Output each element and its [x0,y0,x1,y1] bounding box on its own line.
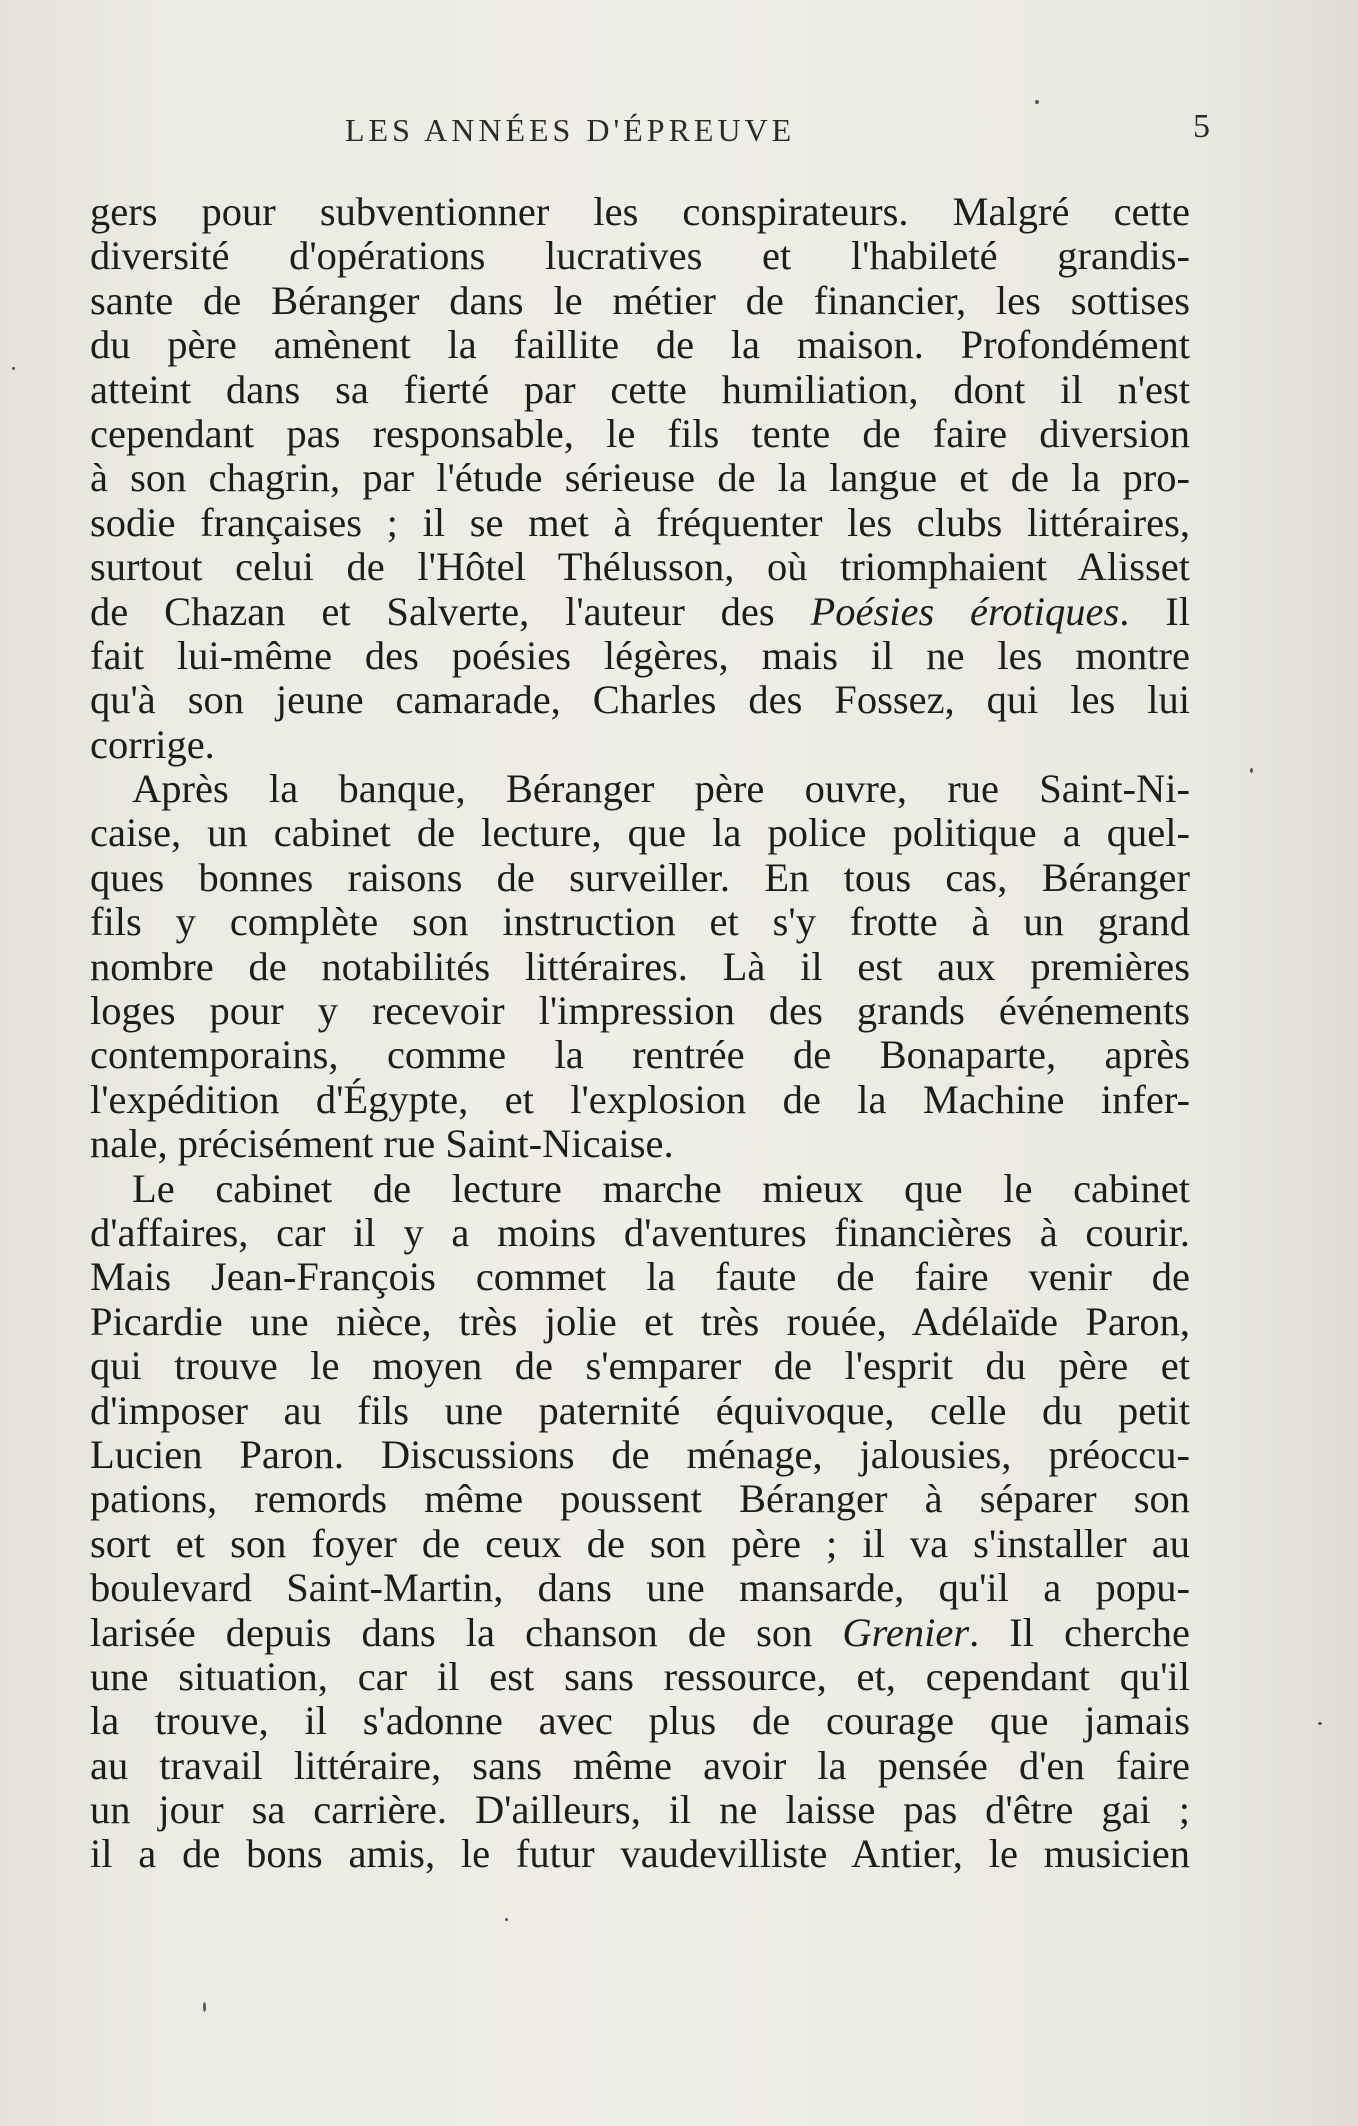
paragraph-1 [90,190,1190,767]
text-line: contemporains, comme la rentrée de Bonaparte, après [90,1032,1190,1078]
text-segment: . Il cherche [969,1609,1190,1655]
text-line: sante de Béranger dans le métier de financier, les sottises [90,277,1190,323]
text-line: il a de bons amis, le futur vaudevilliste Antier, le musicien [90,1831,1190,1877]
text-line: corrige. [90,721,215,767]
italic-title: Grenier [842,1609,970,1655]
text-line: d'imposer au fils une paternité équivoque, celle du petit [90,1387,1190,1433]
text-line: diversité d'opérations lucratives et l'habileté grandis- [90,233,1190,279]
paper-speck [1318,1722,1322,1725]
text-line: sort et son foyer de ceux de son père ; il va s'installer au [90,1520,1190,1566]
text-line: pations, remords même poussent Béranger à séparer son [90,1476,1190,1522]
text-line-mixed [90,1611,1190,1655]
text-line: la trouve, il s'adonne avec plus de courage que jamais [90,1698,1190,1744]
text-line: atteint dans sa fierté par cette humiliation, dont il n'est [90,366,1190,412]
text-line: sodie françaises ; il se met à fréquenter les clubs littéraires, [90,499,1190,545]
text-line: d'affaires, car il y a moins d'aventures financières à courir. [90,1209,1190,1255]
text-line: fils y complète son instruction et s'y frotte à un grand [90,899,1190,945]
text-line: Lucien Paron. Discussions de ménage, jalousies, préoccu- [90,1431,1190,1477]
text-line: gers pour subventionner les conspirateurs. Malgré cette [90,189,1190,234]
text-line: ques bonnes raisons de surveiller. En tous cas, Béranger [90,854,1190,900]
text-line: loges pour y recevoir l'impression des grands événements [90,988,1190,1034]
running-head [90,108,1210,158]
paper-speck [505,1918,508,1921]
paper-speck [1035,100,1039,104]
text-segment: larisée depuis dans la chanson de son [90,1609,813,1655]
text-line: l'expédition d'Égypte, et l'explosion de la Machine infer- [90,1076,1190,1122]
text-line: Mais Jean-François commet la faute de faire venir de [90,1254,1190,1300]
text-line: du père amènent la faillite de la maison. Profondément [90,322,1190,368]
text-line: un jour sa carrière. D'ailleurs, il ne laisse pas d'être gai ; [90,1787,1190,1833]
page-number: 5 [1193,108,1210,145]
running-title: LES ANNÉES D'ÉPREUVE [345,112,796,148]
text-line: au travail littéraire, sans même avoir la pensée d'en faire [90,1742,1190,1788]
paper-speck [203,2002,206,2012]
text-line: qu'à son jeune camarade, Charles des Fossez, qui les lui [90,677,1190,723]
text-line: Le cabinet de lecture marche mieux que le cabinet [132,1165,1190,1211]
text-segment: de Chazan et Salverte, l'auteur des [90,588,775,634]
paragraph-2 [90,767,1190,1167]
paragraph-3 [90,1167,1190,1877]
text-line: nombre de notabilités littéraires. Là il est aux premières [90,943,1190,989]
text-line: cependant pas responsable, le fils tente de faire diversion [90,410,1190,456]
text-line: Après la banque, Béranger père ouvre, rue Saint-Ni- [132,766,1190,812]
text-segment: . Il [1119,588,1190,634]
text-line: une situation, car il est sans ressource, et, cependant qu'il [90,1653,1190,1699]
text-line: Picardie une nièce, très jolie et très rouée, Adélaïde Paron, [90,1298,1190,1344]
italic-title: Poésies érotiques [810,588,1120,634]
body-text [90,190,1190,1877]
paper-speck [12,367,15,370]
text-line: fait lui-même des poésies légères, mais il ne les montre [90,632,1190,678]
text-line: caise, un cabinet de lecture, que la police politique a quel- [90,810,1190,856]
text-line: boulevard Saint-Martin, dans une mansarde, qu'il a popu- [90,1565,1190,1611]
paper-speck [1250,768,1253,773]
text-line: surtout celui de l'Hôtel Thélusson, où triomphaient Alisset [90,544,1190,590]
text-line: nale, précisément rue Saint-Nicaise. [90,1121,674,1167]
text-line: qui trouve le moyen de s'emparer de l'esprit du père et [90,1343,1190,1389]
text-line: à son chagrin, par l'étude sérieuse de la langue et de la pro- [90,455,1190,501]
text-line-mixed [90,590,1190,634]
